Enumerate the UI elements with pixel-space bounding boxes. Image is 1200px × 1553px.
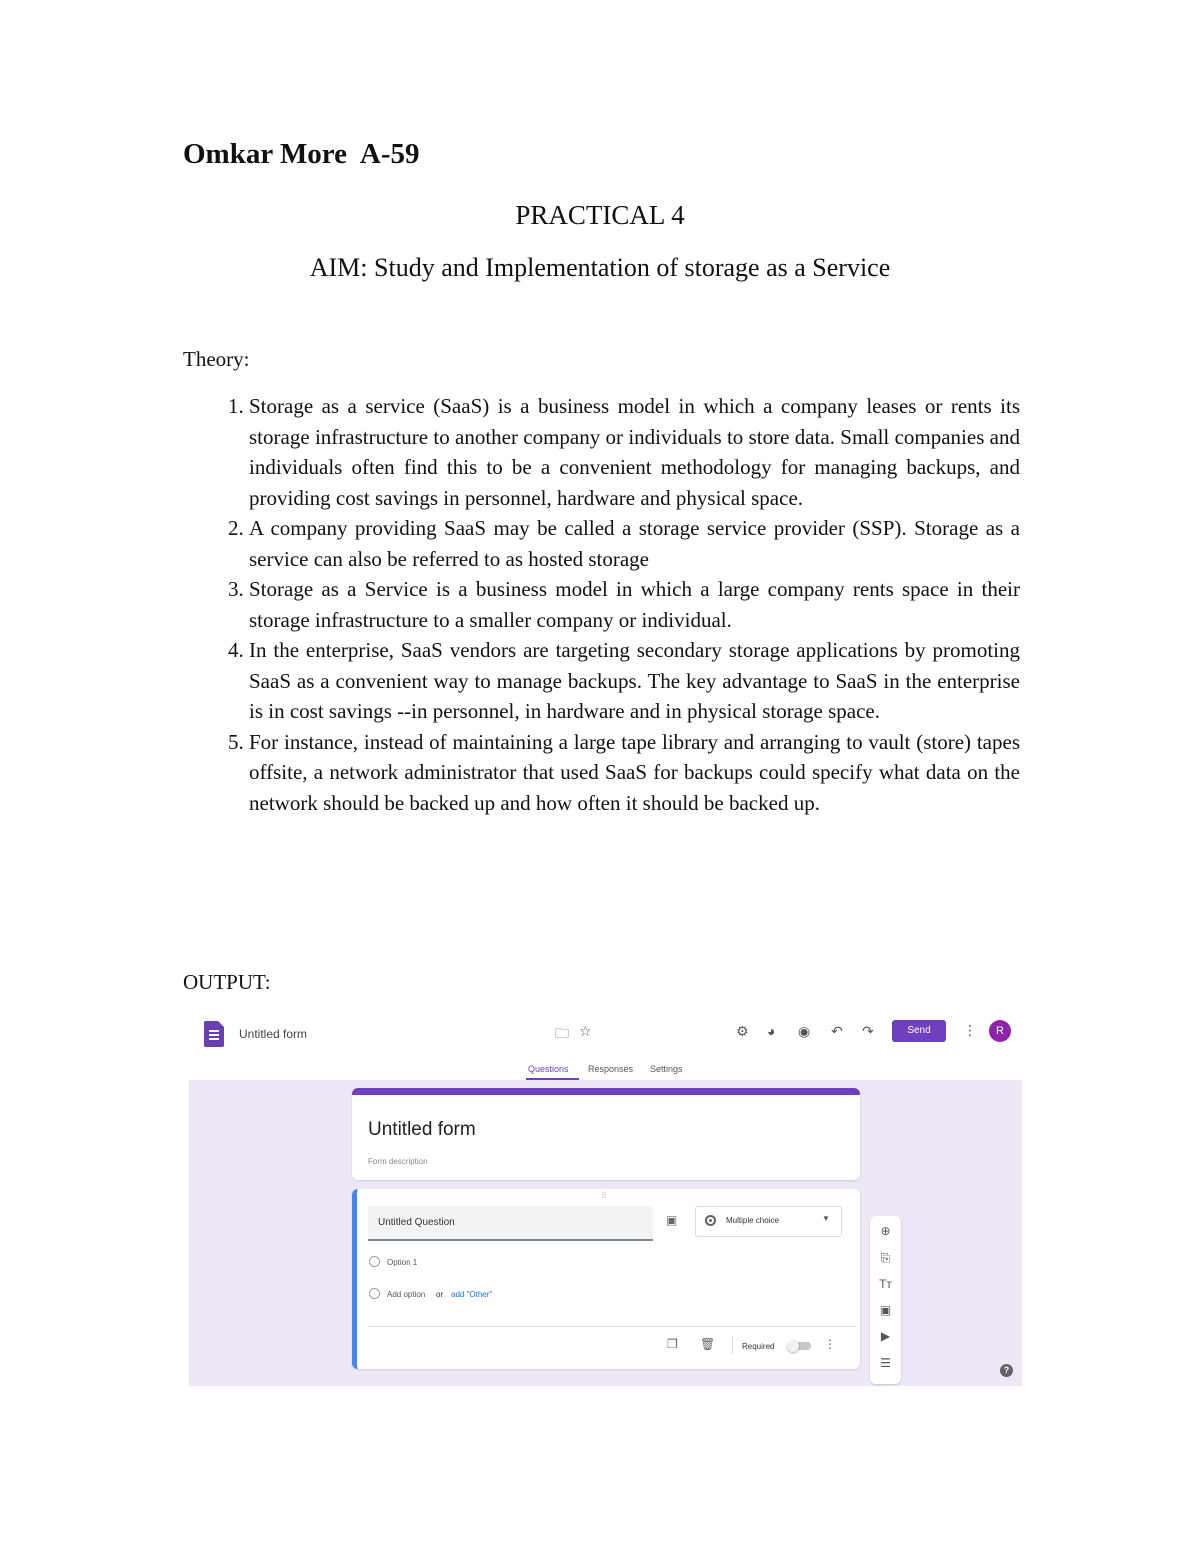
duplicate-icon[interactable]: ❐ <box>667 1337 678 1351</box>
form-header-card <box>352 1088 860 1180</box>
palette-icon[interactable]: ◕ <box>767 1023 776 1039</box>
practical-title: PRACTICAL 4 <box>515 200 685 230</box>
help-icon[interactable]: ? <box>1000 1364 1013 1377</box>
required-label: Required <box>742 1342 775 1351</box>
theory-heading: Theory: <box>183 347 250 371</box>
required-toggle[interactable] <box>789 1342 811 1350</box>
add-other-link[interactable]: add "Other" <box>451 1290 493 1299</box>
add-question-icon[interactable]: ⊕ <box>880 1224 891 1238</box>
theory-item: 3. Storage as a Service is a business model in which a large company rents space in their storage infrastructure to a smaller company or individual. <box>249 574 1020 635</box>
tab-settings[interactable]: Settings <box>650 1064 683 1074</box>
forms-topbar <box>189 1010 1022 1080</box>
form-title[interactable]: Untitled form <box>368 1119 476 1140</box>
add-section-icon[interactable]: ☰ <box>880 1356 891 1370</box>
chevron-down-icon: ▼ <box>822 1214 830 1223</box>
output-heading: OUTPUT: <box>183 970 271 994</box>
side-toolbar <box>870 1216 901 1384</box>
add-option-link[interactable]: Add option <box>387 1290 426 1299</box>
or-text: or <box>436 1290 444 1299</box>
question-footer-divider <box>368 1326 856 1327</box>
option-radio-icon <box>369 1256 380 1267</box>
drag-handle-icon[interactable]: ⠿ <box>601 1191 608 1200</box>
question-card <box>352 1189 860 1369</box>
avatar[interactable]: R <box>989 1020 1011 1042</box>
option-1-label[interactable]: Option 1 <box>387 1258 418 1267</box>
preview-eye-icon[interactable]: ◉ <box>798 1023 811 1039</box>
aim-title: AIM: Study and Implementation of storage as a Service <box>309 253 891 282</box>
addon-puzzle-icon[interactable]: ⚙ <box>736 1023 749 1039</box>
star-icon[interactable]: ☆ <box>579 1023 592 1039</box>
footer-separator <box>732 1336 733 1354</box>
forms-logo-icon[interactable] <box>204 1021 224 1047</box>
add-option-radio-icon <box>369 1288 380 1299</box>
app-title[interactable]: Untitled form <box>239 1027 308 1041</box>
question-type-label: Multiple choice <box>726 1216 779 1225</box>
folder-icon[interactable]: 🗀 <box>555 1025 569 1041</box>
add-image-icon[interactable]: ▣ <box>879 1303 892 1317</box>
send-button[interactable]: Send <box>892 1020 946 1042</box>
theory-item: 2. A company providing SaaS may be called a storage service provider (SSP). Storage as a service can also be referred to as hosted storage <box>249 513 1020 574</box>
theory-item: 1. Storage as a service (SaaS) is a business model in which a company leases or rents its storage infrastructure to another company or individuals to store data. Small companies and individuals often find this to be a convenient methodology for managing backups, and providing cost savings in personnel, hardware and physical space. <box>249 391 1020 513</box>
import-questions-icon[interactable]: ⎘ <box>880 1251 891 1265</box>
radio-button-icon <box>705 1215 716 1226</box>
add-title-icon[interactable]: Tт <box>879 1277 892 1291</box>
form-editor-canvas <box>189 1080 1022 1386</box>
tab-responses[interactable]: Responses <box>588 1064 634 1074</box>
theory-item: 4. In the enterprise, SaaS vendors are targeting secondary storage applications by promoting SaaS as a convenient way to manage backups. The key advantage to SaaS in the enterprise is in cost savings --in personnel, in hardware and in physical storage space. <box>249 635 1020 727</box>
question-title-input[interactable] <box>368 1206 653 1241</box>
tab-questions[interactable]: Questions <box>528 1064 569 1074</box>
add-image-icon[interactable]: ▣ <box>666 1213 678 1227</box>
redo-icon[interactable]: ↷ <box>862 1023 874 1039</box>
delete-icon[interactable]: 🗑 <box>700 1337 716 1351</box>
theory-item: 5. For instance, instead of maintaining a large tape library and arranging to vault (store) tapes offsite, a network administrator that used SaaS for backups could specify what data on the network should be backed up and how often it should be backed up. <box>249 727 1020 819</box>
author-heading: Omkar More A-59 <box>183 138 420 170</box>
google-forms-screenshot <box>189 1010 1022 1386</box>
form-description[interactable]: Form description <box>368 1157 428 1166</box>
question-more-icon[interactable]: ⋮ <box>824 1337 836 1351</box>
theory-list <box>183 391 1020 818</box>
undo-icon[interactable]: ↶ <box>831 1023 843 1039</box>
question-type-select[interactable] <box>695 1206 842 1237</box>
question-title-text: Untitled Question <box>378 1217 455 1228</box>
more-options-icon[interactable]: ⋮ <box>963 1022 977 1038</box>
add-video-icon[interactable]: ▶ <box>880 1329 891 1343</box>
